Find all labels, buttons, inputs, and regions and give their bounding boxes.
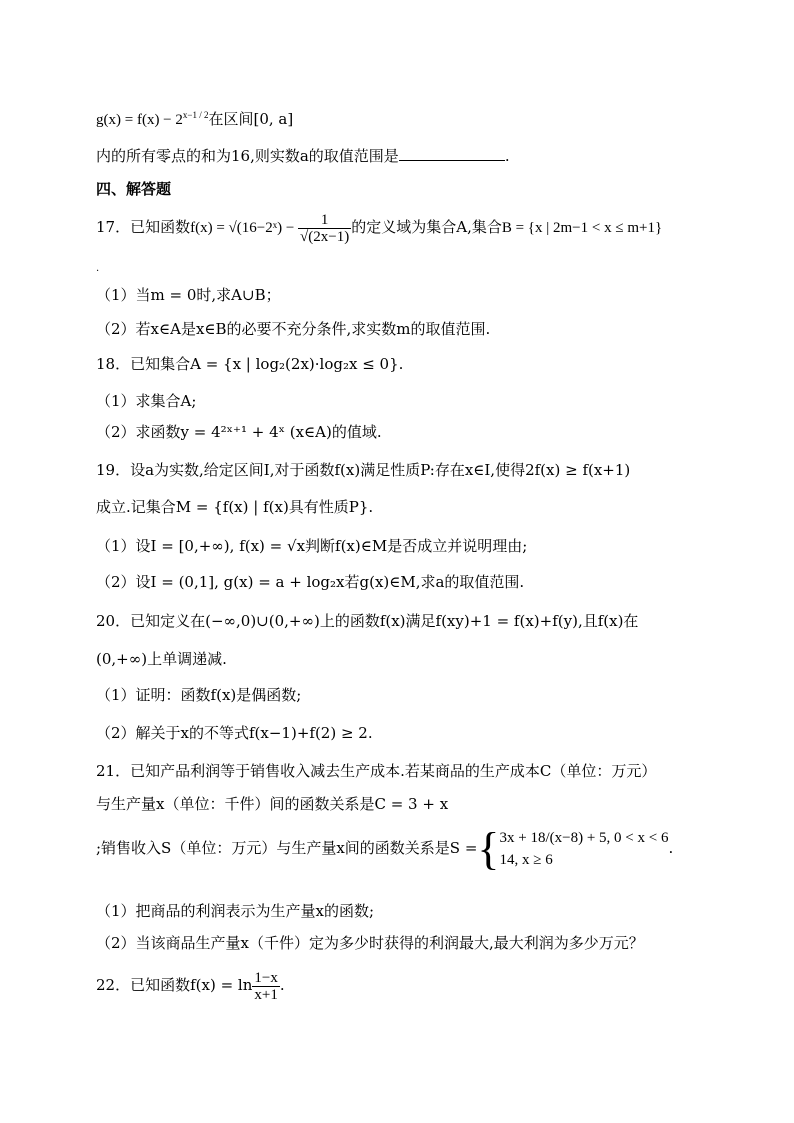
- q21-cases: [500, 827, 669, 871]
- q16-interval: 在区间[0, a]: [208, 110, 294, 128]
- q22-frac-num: 1−x: [254, 969, 278, 986]
- q17-part1: （1）当m = 0时,求A∪B；: [96, 286, 281, 304]
- q17-func: f(x) = √(16−2ˣ) −: [190, 220, 299, 236]
- q22-end: .: [279, 976, 285, 994]
- q20-stem2: (0,+∞)上单调递减.: [96, 650, 227, 668]
- q21-stem1: 21．已知产品利润等于销售收入减去生产成本.若某商品的生产成本C（单位：万元）: [96, 762, 657, 780]
- q18-part1: （1）求集合A;: [96, 392, 197, 410]
- q16-line2: [96, 145, 510, 167]
- q17-stem-a: 已知函数: [130, 218, 191, 236]
- q21-brace: {: [477, 823, 500, 874]
- q16-exponent: x−1 / 2: [182, 110, 209, 120]
- q21-part2: （2）当该商品生产量x（千件）定为多少时获得的利润最大,最大利润为多少万元？: [96, 934, 644, 952]
- q22-fraction: [252, 970, 279, 1003]
- q17-setB: B = {x | 2m−1 < x ≤ m+1}: [501, 220, 663, 236]
- q22-stem: [96, 968, 285, 1003]
- q21-case2: 14, x ≥ 6: [499, 852, 553, 868]
- q20-stem1: 20．已知定义在(−∞,0)∪(0,+∞)上的函数f(x)满足f(xy)+1 = f(x)+f(y),且f(x)在: [96, 612, 639, 630]
- q22-stem-text: 22．已知函数f(x) = ln: [96, 976, 253, 994]
- q20-part2: （2）解关于x的不等式f(x−1)+f(2) ≥ 2.: [96, 724, 373, 742]
- q21-stem3: [96, 823, 674, 874]
- q17-part2: （2）若x∈A是x∈B的必要不充分条件,求实数m的取值范围.: [96, 320, 491, 338]
- q19-stem1: 19．设a为实数,给定区间I,对于函数f(x)满足性质P:存在x∈I,使得2f(x) ≥ f(x+1): [96, 461, 631, 479]
- q17-frac-den: √(2x−1): [300, 228, 350, 245]
- q21-stem2: 与生产量x（单位：千件）间的函数关系是C = 3 + x: [96, 795, 449, 813]
- q16-line2-end: .: [504, 147, 510, 165]
- q16-formula-line: [96, 104, 293, 131]
- q21-stem3-end: .: [668, 839, 674, 857]
- answer-blank: [399, 146, 505, 161]
- q19-part2: （2）设I = (0,1], g(x) = a + log₂x若g(x)∈M,求a的取值范围.: [96, 573, 525, 591]
- q21-stem3-text: ;销售收入S（单位：万元）与生产量x间的函数关系是S =: [96, 839, 478, 857]
- q17-stem-b: 的定义域为集合A,集合: [351, 218, 502, 236]
- q22-frac-den: x+1: [254, 986, 278, 1003]
- q17-stem: [96, 210, 662, 245]
- q17-frac-num: 1: [298, 212, 351, 229]
- q17-number: 17．: [96, 218, 131, 236]
- q16-line2-text: 内的所有零点的和为16,则实数a的取值范围是: [96, 147, 399, 165]
- q19-part1: （1）设I = [0,+∞), f(x) = √x判断f(x)∈M是否成立并说明理由;: [96, 537, 528, 555]
- q16-formula: g(x) = f(x) − 2: [96, 112, 183, 128]
- q21-part1: （1）把商品的利润表示为生产量x的函数;: [96, 902, 375, 920]
- q17-dot: .: [96, 263, 100, 274]
- q18-stem: 18．已知集合A = {x | log₂(2x)·log₂x ≤ 0}.: [96, 355, 404, 373]
- q21-case1: 3x + 18/(x−8) + 5, 0 < x < 6: [499, 830, 669, 846]
- q17-fraction: [298, 212, 351, 245]
- q18-part2: （2）求函数y = 4²ˣ⁺¹ + 4ˣ (x∈A)的值域.: [96, 423, 382, 441]
- q19-stem2: 成立.记集合M = {f(x) | f(x)具有性质P}.: [96, 498, 374, 516]
- q20-part1: （1）证明：函数f(x)是偶函数;: [96, 686, 302, 704]
- section-heading: 四、解答题: [96, 180, 172, 198]
